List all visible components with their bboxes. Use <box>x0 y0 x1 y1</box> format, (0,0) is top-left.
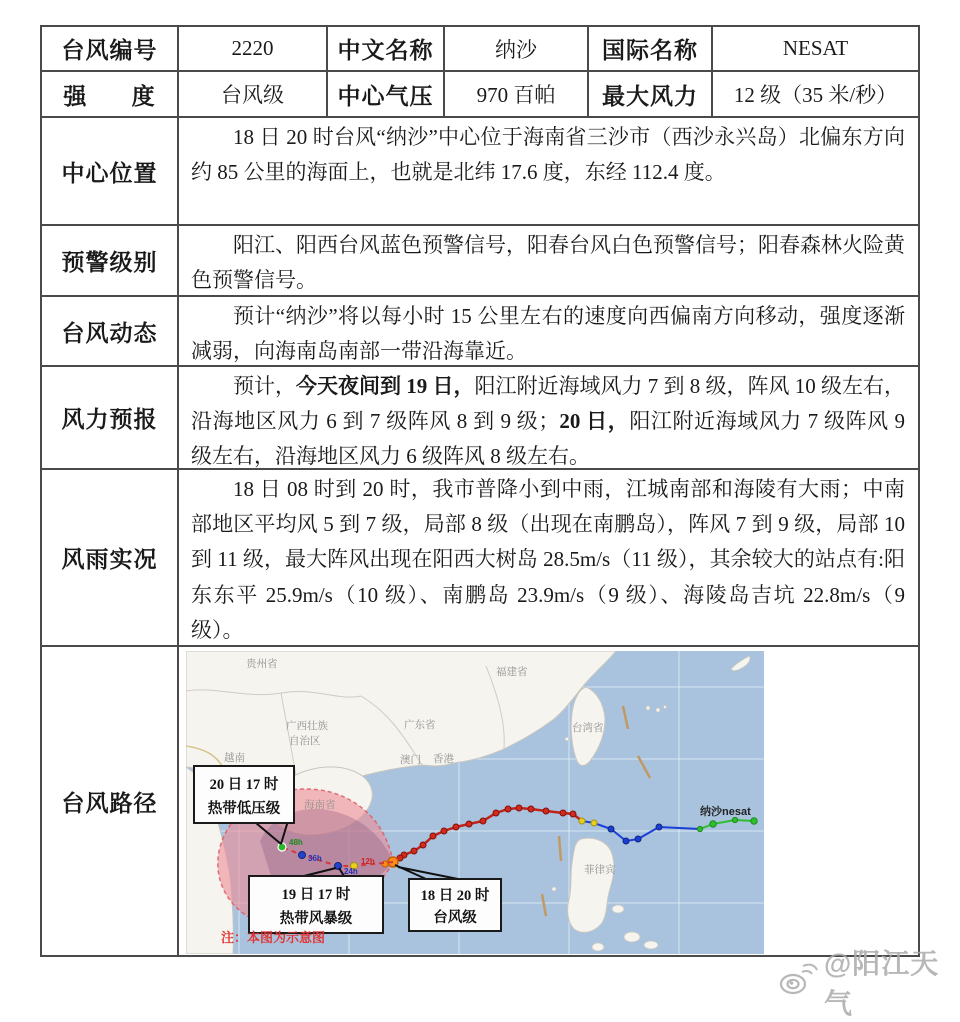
label-guangdong: 广东省 <box>404 719 436 731</box>
row-label-warning-level: 预警级别 <box>42 226 179 297</box>
field-label-central-pressure: 中心气压 <box>328 72 445 118</box>
label-guangxi-2: 自治区 <box>289 735 321 747</box>
row-label-center-position: 中心位置 <box>42 118 179 226</box>
map-note: 注：本图为示意图 <box>221 930 326 945</box>
field-value-max-wind: 12 级（35 米/秒） <box>713 72 918 118</box>
svg-text:19 日 17 时: 19 日 17 时 <box>281 887 351 903</box>
svg-text:48h: 48h <box>289 838 303 847</box>
label-hongkong: 香港 <box>433 753 454 765</box>
typhoon-track-map <box>186 651 764 954</box>
field-label-max-wind: 最大风力 <box>589 72 713 118</box>
svg-text:20 日 17 时: 20 日 17 时 <box>209 777 279 793</box>
label-hainan: 海南省 <box>304 799 336 811</box>
label-taiwan: 台湾省 <box>572 722 604 734</box>
watermark <box>778 942 960 1022</box>
weibo-icon <box>778 962 818 1003</box>
label-macau: 澳门 <box>400 754 421 766</box>
field-label-international-name: 国际名称 <box>589 27 713 72</box>
row-text-warning-level: 阳江、阳西台风蓝色预警信号，阳春台风白色预警信号；阳春森林火险黄色预警信号。 <box>179 226 918 297</box>
label-guangxi-1: 广西壮族 <box>286 720 328 732</box>
label-philippines: 菲律宾 <box>584 864 616 876</box>
field-value-intensity: 台风级 <box>179 72 328 118</box>
forecast-point-36h <box>299 852 306 859</box>
row-label-typhoon-movement: 台风动态 <box>42 297 179 367</box>
typhoon-track-map-cell <box>179 647 918 955</box>
label-fujian: 福建省 <box>496 666 528 678</box>
typhoon-info-table <box>40 25 920 957</box>
storm-name-label: 纳沙nesat <box>700 806 751 818</box>
field-value-typhoon-number: 2220 <box>179 27 328 72</box>
field-value-international-name: NESAT <box>713 27 918 72</box>
row-label-typhoon-track: 台风路径 <box>42 647 179 955</box>
svg-text:台风级: 台风级 <box>433 910 477 926</box>
row-text-wind-forecast: 预计，今天夜间到 19 日，阳江附近海域风力 7 到 8 级，阵风 10 级左右，沿海地区风力 6 到 7 级阵风 8 到 9 级；20 日，阳江附近海域风力 7 级阵风 9 级左右，沿海地区风力 6 级阵风 8 级左右。 <box>179 367 918 470</box>
label-guizhou: 贵州省 <box>246 658 278 670</box>
field-value-central-pressure: 970 百帕 <box>445 72 589 118</box>
row-label-wind-forecast: 风力预报 <box>42 367 179 470</box>
callout-19d17h <box>249 868 383 933</box>
row-text-wind-rain-observed: 18 日 08 时到 20 时，我市普降小到中雨，江城南部和海陵有大雨；中南部地区平均风 5 到 7 级，局部 8 级（出现在南鹏岛），阵风 7 到 9 级，局部 10 到 11 级，最大阵风出现在阳西大树岛 28.5m/s（11 级），其余较大的站点有:阳东东平 25.9m/s（10 级）、南鹏岛 23.9m/s（9 级）、海陵岛吉坑 22.8m/s（9 级）。 <box>179 470 918 647</box>
field-label-intensity: 强 度 <box>42 72 179 118</box>
field-label-typhoon-number: 台风编号 <box>42 27 179 72</box>
forecast-point-48h <box>278 843 286 851</box>
svg-text:12h: 12h <box>361 857 375 866</box>
svg-text:热带低压级: 热带低压级 <box>207 801 281 817</box>
svg-text:24h: 24h <box>344 867 358 876</box>
field-label-chinese-name: 中文名称 <box>328 27 445 72</box>
svg-text:18 日 20 时: 18 日 20 时 <box>420 888 490 904</box>
row-text-center-position: 18 日 20 时台风“纳沙”中心位于海南省三沙市（西沙永兴岛）北偏东方向约 85 公里的海面上，也就是北纬 17.6 度，东经 112.4 度。 <box>179 118 918 226</box>
row-text-typhoon-movement: 预计“纳沙”将以每小时 15 公里左右的速度向西偏南方向移动，强度逐渐减弱，向海南岛南部一带沿海靠近。 <box>179 297 918 367</box>
row-label-wind-rain-observed: 风雨实况 <box>42 470 179 647</box>
svg-text:热带风暴级: 热带风暴级 <box>279 911 353 927</box>
field-value-chinese-name: 纳沙 <box>445 27 589 72</box>
label-vietnam: 越南 <box>224 752 245 764</box>
watermark-text: @阳江天气 <box>824 948 940 1019</box>
svg-text:36h: 36h <box>308 854 322 863</box>
